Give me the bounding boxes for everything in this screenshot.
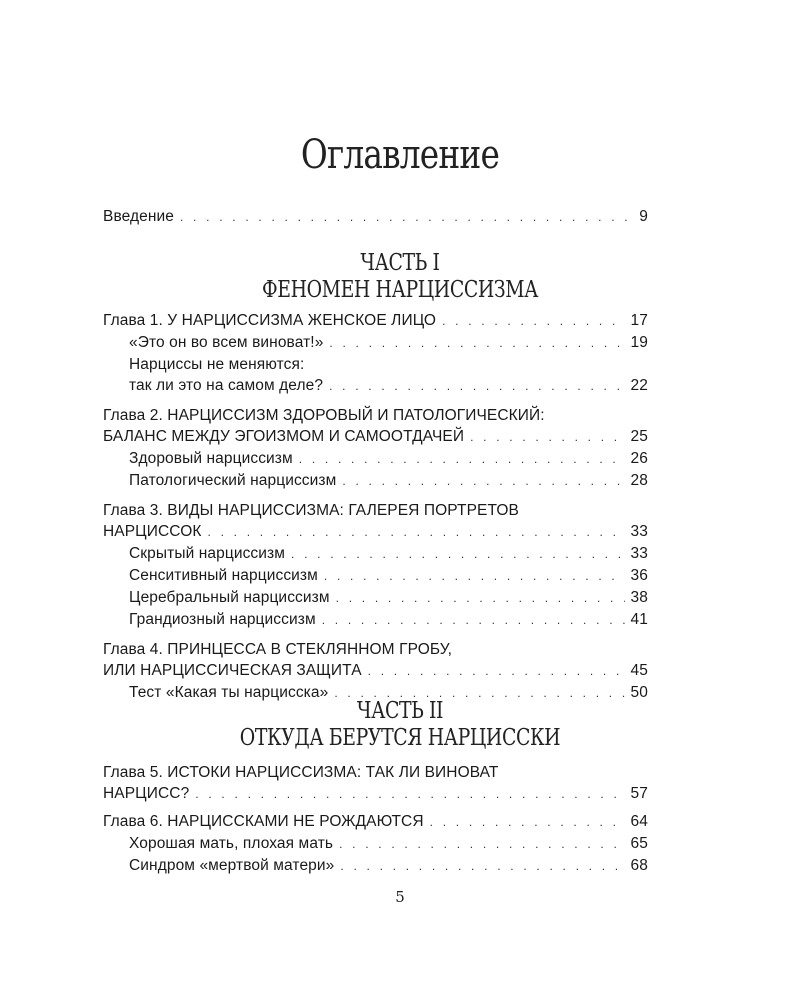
toc-part-1 [103,310,648,704]
toc-entry-chapter-3[interactable] [103,521,648,543]
entry-label: Хорошая мать, плохая мать [129,835,334,852]
dot-leader [322,610,625,631]
part-1-title: ФЕНОМЕН НАРЦИССИЗМА [261,277,539,303]
toc-entry-chapter-1-section-1[interactable] [103,332,648,354]
entry-page: 19 [630,334,648,351]
toc-entry-chapter-1[interactable] [103,310,648,332]
dot-leader [470,427,624,448]
dot-leader [195,784,624,805]
page-number: 5 [395,888,405,906]
entry-label: Синдром «мертвой матери» [129,857,335,874]
entry-label: Глава 2. НАРЦИССИЗМ ЗДОРОВЫЙ И ПАТОЛОГИЧЕСКИЙ: [103,407,545,424]
entry-label: НАРЦИСС? [103,785,190,802]
toc-entry-chapter-2-section-2[interactable] [103,470,648,492]
entry-label: Грандиозный нарциссизм [129,611,316,628]
toc-part-2 [103,762,648,877]
dot-leader [208,522,625,543]
entry-label: ИЛИ НАРЦИССИЧЕСКАЯ ЗАЩИТА [103,662,362,679]
dot-leader [342,471,624,492]
toc-entry-chapter-3-section-3[interactable] [103,587,648,609]
entry-label: Церебральный нарциссизм [129,589,330,606]
part-2-heading [0,698,800,752]
dot-leader [329,376,624,397]
entry-page: 68 [630,857,648,874]
toc-entry-chapter-5[interactable] [103,783,648,805]
entry-label: Здоровый нарциссизм [129,450,293,467]
dot-leader [442,311,624,332]
entry-label: Скрытый нарциссизм [129,545,285,562]
dot-leader [430,812,625,833]
entry-label: Глава 1. У НАРЦИССИЗМА ЖЕНСКОЕ ЛИЦО [103,312,437,329]
entry-page: 50 [630,684,648,701]
entry-label: Введение [103,208,174,225]
entry-page: 33 [630,523,648,540]
toc-entry-chapter-2-section-1[interactable] [103,448,648,470]
dot-leader [340,856,624,877]
part-2-title: ОТКУДА БЕРУТСЯ НАРЦИССКИ [239,725,561,751]
dot-leader [299,449,625,470]
dot-leader [339,834,624,855]
entry-label: Тест «Какая ты нарцисска» [129,684,329,701]
entry-page: 17 [630,312,648,329]
entry-label: Патологический нарциссизм [129,472,337,489]
entry-page: 57 [630,785,648,802]
toc-entry-chapter-6[interactable] [103,811,648,833]
entry-label: Сенситивный нарциссизм [129,567,318,584]
entry-page: 36 [630,567,648,584]
toc-entry-chapter-2-line-1[interactable] [103,405,648,426]
toc-entry-chapter-3-section-4[interactable] [103,609,648,631]
dot-leader [324,566,625,587]
entry-label: Глава 5. ИСТОКИ НАРЦИССИЗМА: ТАК ЛИ ВИНОВАТ [103,764,499,781]
entry-label: Глава 4. ПРИНЦЕССА В СТЕКЛЯННОМ ГРОБУ, [103,641,453,658]
dot-leader [329,333,624,354]
toc-entry-intro[interactable] [103,206,648,228]
entry-label: Глава 6. НАРЦИССКАМИ НЕ РОЖДАЮТСЯ [103,813,424,830]
page-title: Оглавление [300,132,500,178]
part-1-number: ЧАСТЬ I [360,250,440,276]
entry-page: 26 [630,450,648,467]
toc-entry-chapter-6-section-2[interactable] [103,855,648,877]
toc-entry-chapter-6-section-1[interactable] [103,833,648,855]
toc-entry-chapter-1-section-2[interactable] [103,375,648,397]
part-2-number: ЧАСТЬ II [356,698,444,724]
entry-page: 45 [630,662,648,679]
dot-leader [291,544,625,565]
dot-leader [180,207,633,228]
entry-page: 33 [630,545,648,562]
toc-entry-chapter-3-section-2[interactable] [103,565,648,587]
toc-entry-chapter-4-line-1[interactable] [103,639,648,660]
toc-entry-chapter-1-section-2-line-1[interactable] [103,354,648,375]
toc-intro [103,206,648,228]
entry-page: 22 [630,377,648,394]
entry-page: 28 [630,472,648,489]
entry-page: 41 [630,611,648,628]
toc-entry-chapter-4[interactable] [103,660,648,682]
entry-page: 65 [630,835,648,852]
toc-entry-chapter-2[interactable] [103,426,648,448]
entry-label: БАЛАНС МЕЖДУ ЭГОИЗМОМ И САМООТДАЧЕЙ [103,428,465,445]
part-1-heading [0,250,800,304]
toc-entry-chapter-3-line-1[interactable] [103,500,648,521]
entry-label: так ли это на самом деле? [129,377,324,394]
entry-page: 38 [630,589,648,606]
toc-entry-chapter-5-line-1[interactable] [103,762,648,783]
entry-page: 9 [639,208,648,225]
entry-label: «Это он во всем виноват!» [129,334,324,351]
toc-entry-chapter-3-section-1[interactable] [103,543,648,565]
entry-label: Нарциссы не меняются: [129,356,305,373]
entry-page: 25 [630,428,648,445]
entry-label: НАРЦИССОК [103,523,202,540]
dot-leader [368,661,625,682]
entry-page: 64 [630,813,648,830]
entry-label: Глава 3. ВИДЫ НАРЦИССИЗМА: ГАЛЕРЕЯ ПОРТРЕТОВ [103,502,519,519]
dot-leader [336,588,625,609]
